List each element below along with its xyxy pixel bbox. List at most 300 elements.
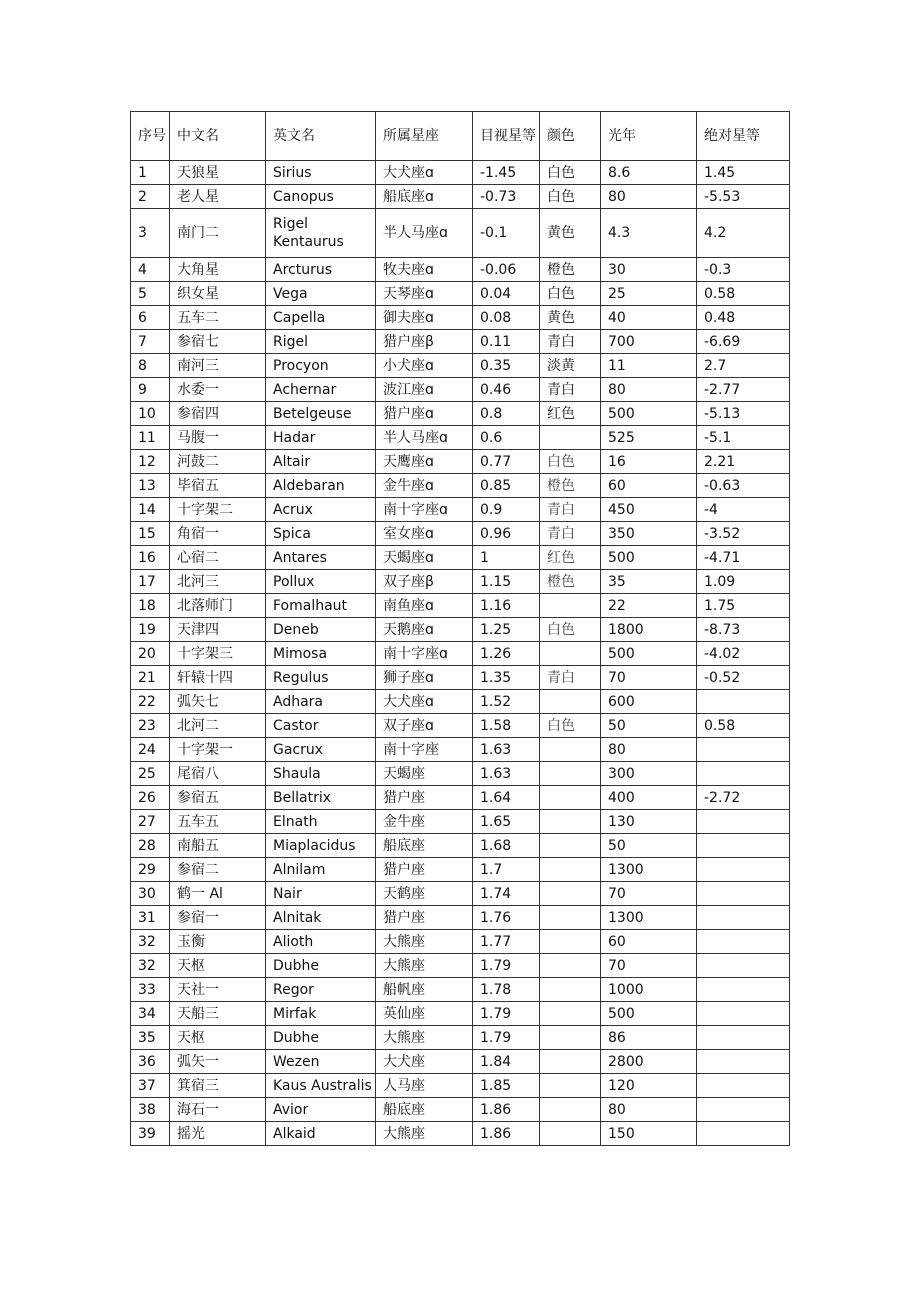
light-years-cell: 70 xyxy=(601,666,697,690)
chinese-name-cell: 鹤一 Al xyxy=(170,882,266,906)
table-row xyxy=(131,354,790,378)
english-name-cell: Hadar xyxy=(266,426,376,450)
constellation-cell: 双子座ɑ xyxy=(376,714,473,738)
light-years-cell: 1800 xyxy=(601,618,697,642)
table-row xyxy=(131,642,790,666)
color-cell: 青白 xyxy=(540,330,601,354)
apparent-magnitude-cell: 1.79 xyxy=(473,1002,540,1026)
light-years-cell: 50 xyxy=(601,834,697,858)
light-years-cell: 1300 xyxy=(601,858,697,882)
english-name-cell: Capella xyxy=(266,306,376,330)
table-row xyxy=(131,954,790,978)
index-cell: 17 xyxy=(131,570,170,594)
light-years-cell: 120 xyxy=(601,1074,697,1098)
english-name-cell: Alnilam xyxy=(266,858,376,882)
chinese-name-cell: 十字架二 xyxy=(170,498,266,522)
color-cell xyxy=(540,786,601,810)
constellation-cell: 猎户座 xyxy=(376,786,473,810)
english-name-cell: Procyon xyxy=(266,354,376,378)
english-name-cell: Sirius xyxy=(266,161,376,185)
absolute-magnitude-cell xyxy=(697,858,790,882)
absolute-magnitude-cell: -8.73 xyxy=(697,618,790,642)
absolute-magnitude-cell: -0.63 xyxy=(697,474,790,498)
table-row xyxy=(131,906,790,930)
constellation-cell: 天蝎座ɑ xyxy=(376,546,473,570)
light-years-cell: 4.3 xyxy=(601,209,697,258)
chinese-name-cell: 毕宿五 xyxy=(170,474,266,498)
english-name-cell: Rigel Kentaurus xyxy=(266,209,376,258)
table-row xyxy=(131,402,790,426)
light-years-cell: 86 xyxy=(601,1026,697,1050)
color-cell: 青白 xyxy=(540,666,601,690)
chinese-name-cell: 参宿四 xyxy=(170,402,266,426)
header-cell-absolute-magnitude: 绝对星等 xyxy=(697,112,790,161)
apparent-magnitude-cell: 0.35 xyxy=(473,354,540,378)
table-row xyxy=(131,330,790,354)
index-cell: 4 xyxy=(131,258,170,282)
color-cell: 红色 xyxy=(540,546,601,570)
apparent-magnitude-cell: 0.11 xyxy=(473,330,540,354)
constellation-cell: 大犬座ɑ xyxy=(376,161,473,185)
english-name-cell: Alioth xyxy=(266,930,376,954)
absolute-magnitude-cell: -2.72 xyxy=(697,786,790,810)
light-years-cell: 500 xyxy=(601,642,697,666)
english-name-cell: Spica xyxy=(266,522,376,546)
constellation-cell: 船帆座 xyxy=(376,978,473,1002)
english-name-cell: Aldebaran xyxy=(266,474,376,498)
chinese-name-cell: 参宿五 xyxy=(170,786,266,810)
chinese-name-cell: 南船五 xyxy=(170,834,266,858)
chinese-name-cell: 摇光 xyxy=(170,1122,266,1146)
index-cell: 27 xyxy=(131,810,170,834)
table-row xyxy=(131,570,790,594)
english-name-cell: Betelgeuse xyxy=(266,402,376,426)
absolute-magnitude-cell: 0.48 xyxy=(697,306,790,330)
table-row xyxy=(131,1002,790,1026)
color-cell xyxy=(540,858,601,882)
english-name-cell: Fomalhaut xyxy=(266,594,376,618)
light-years-cell: 8.6 xyxy=(601,161,697,185)
english-name-cell: Mimosa xyxy=(266,642,376,666)
apparent-magnitude-cell: 0.77 xyxy=(473,450,540,474)
light-years-cell: 400 xyxy=(601,786,697,810)
color-cell: 青白 xyxy=(540,378,601,402)
index-cell: 31 xyxy=(131,906,170,930)
table-row xyxy=(131,209,790,258)
apparent-magnitude-cell: 1.25 xyxy=(473,618,540,642)
table-row xyxy=(131,1074,790,1098)
english-name-cell: Castor xyxy=(266,714,376,738)
color-cell: 白色 xyxy=(540,714,601,738)
apparent-magnitude-cell: 0.96 xyxy=(473,522,540,546)
chinese-name-cell: 老人星 xyxy=(170,185,266,209)
light-years-cell: 60 xyxy=(601,930,697,954)
absolute-magnitude-cell xyxy=(697,762,790,786)
chinese-name-cell: 弧矢一 xyxy=(170,1050,266,1074)
constellation-cell: 大犬座 xyxy=(376,1050,473,1074)
color-cell: 白色 xyxy=(540,450,601,474)
color-cell: 黄色 xyxy=(540,306,601,330)
light-years-cell: 1000 xyxy=(601,978,697,1002)
apparent-magnitude-cell: 1.63 xyxy=(473,738,540,762)
apparent-magnitude-cell: 1.16 xyxy=(473,594,540,618)
color-cell xyxy=(540,1098,601,1122)
chinese-name-cell: 天津四 xyxy=(170,618,266,642)
english-name-cell: Pollux xyxy=(266,570,376,594)
table-row xyxy=(131,714,790,738)
constellation-cell: 大熊座 xyxy=(376,954,473,978)
constellation-cell: 南十字座 xyxy=(376,738,473,762)
color-cell xyxy=(540,738,601,762)
light-years-cell: 70 xyxy=(601,954,697,978)
light-years-cell: 80 xyxy=(601,1098,697,1122)
color-cell xyxy=(540,930,601,954)
english-name-cell: Altair xyxy=(266,450,376,474)
english-name-cell: Canopus xyxy=(266,185,376,209)
english-name-cell: Bellatrix xyxy=(266,786,376,810)
color-cell xyxy=(540,1026,601,1050)
chinese-name-cell: 天狼星 xyxy=(170,161,266,185)
apparent-magnitude-cell: -1.45 xyxy=(473,161,540,185)
table-row xyxy=(131,882,790,906)
index-cell: 29 xyxy=(131,858,170,882)
color-cell xyxy=(540,810,601,834)
absolute-magnitude-cell: -6.69 xyxy=(697,330,790,354)
index-cell: 9 xyxy=(131,378,170,402)
apparent-magnitude-cell: 1.76 xyxy=(473,906,540,930)
absolute-magnitude-cell: -5.1 xyxy=(697,426,790,450)
index-cell: 1 xyxy=(131,161,170,185)
color-cell xyxy=(540,1050,601,1074)
absolute-magnitude-cell xyxy=(697,690,790,714)
english-name-cell: Regulus xyxy=(266,666,376,690)
bright-stars-table xyxy=(130,111,790,1146)
table-row xyxy=(131,426,790,450)
chinese-name-cell: 大角星 xyxy=(170,258,266,282)
apparent-magnitude-cell: 1.86 xyxy=(473,1098,540,1122)
apparent-magnitude-cell: 1.79 xyxy=(473,1026,540,1050)
color-cell: 白色 xyxy=(540,161,601,185)
absolute-magnitude-cell xyxy=(697,834,790,858)
color-cell: 青白 xyxy=(540,498,601,522)
chinese-name-cell: 北河二 xyxy=(170,714,266,738)
apparent-magnitude-cell: 0.46 xyxy=(473,378,540,402)
chinese-name-cell: 织女星 xyxy=(170,282,266,306)
light-years-cell: 500 xyxy=(601,546,697,570)
apparent-magnitude-cell: 1.74 xyxy=(473,882,540,906)
light-years-cell: 80 xyxy=(601,185,697,209)
color-cell xyxy=(540,954,601,978)
constellation-cell: 猎户座 xyxy=(376,906,473,930)
constellation-cell: 天鹰座ɑ xyxy=(376,450,473,474)
index-cell: 23 xyxy=(131,714,170,738)
light-years-cell: 30 xyxy=(601,258,697,282)
color-cell xyxy=(540,594,601,618)
chinese-name-cell: 海石一 xyxy=(170,1098,266,1122)
table-row xyxy=(131,1050,790,1074)
apparent-magnitude-cell: 0.8 xyxy=(473,402,540,426)
chinese-name-cell: 十字架一 xyxy=(170,738,266,762)
constellation-cell: 牧夫座ɑ xyxy=(376,258,473,282)
apparent-magnitude-cell: 1.52 xyxy=(473,690,540,714)
absolute-magnitude-cell: 4.2 xyxy=(697,209,790,258)
english-name-cell: Mirfak xyxy=(266,1002,376,1026)
chinese-name-cell: 南门二 xyxy=(170,209,266,258)
table-row xyxy=(131,858,790,882)
english-name-cell: Deneb xyxy=(266,618,376,642)
light-years-cell: 80 xyxy=(601,738,697,762)
apparent-magnitude-cell: 1.15 xyxy=(473,570,540,594)
apparent-magnitude-cell: 1 xyxy=(473,546,540,570)
chinese-name-cell: 轩辕十四 xyxy=(170,666,266,690)
absolute-magnitude-cell xyxy=(697,1050,790,1074)
index-cell: 36 xyxy=(131,1050,170,1074)
constellation-cell: 南十字座ɑ xyxy=(376,642,473,666)
table-row xyxy=(131,594,790,618)
chinese-name-cell: 天枢 xyxy=(170,1026,266,1050)
table-row xyxy=(131,546,790,570)
english-name-cell: Nair xyxy=(266,882,376,906)
absolute-magnitude-cell xyxy=(697,930,790,954)
light-years-cell: 80 xyxy=(601,378,697,402)
index-cell: 37 xyxy=(131,1074,170,1098)
absolute-magnitude-cell: 1.45 xyxy=(697,161,790,185)
chinese-name-cell: 天枢 xyxy=(170,954,266,978)
constellation-cell: 金牛座ɑ xyxy=(376,474,473,498)
apparent-magnitude-cell: 1.58 xyxy=(473,714,540,738)
apparent-magnitude-cell: -0.1 xyxy=(473,209,540,258)
constellation-cell: 天蝎座 xyxy=(376,762,473,786)
constellation-cell: 船底座ɑ xyxy=(376,185,473,209)
color-cell xyxy=(540,882,601,906)
table-row xyxy=(131,834,790,858)
color-cell xyxy=(540,1122,601,1146)
color-cell xyxy=(540,642,601,666)
constellation-cell: 猎户座ɑ xyxy=(376,402,473,426)
constellation-cell: 英仙座 xyxy=(376,1002,473,1026)
light-years-cell: 60 xyxy=(601,474,697,498)
constellation-cell: 船底座 xyxy=(376,1098,473,1122)
constellation-cell: 半人马座ɑ xyxy=(376,426,473,450)
index-cell: 8 xyxy=(131,354,170,378)
apparent-magnitude-cell: -0.73 xyxy=(473,185,540,209)
color-cell: 黄色 xyxy=(540,209,601,258)
index-cell: 32 xyxy=(131,954,170,978)
apparent-magnitude-cell: -0.06 xyxy=(473,258,540,282)
light-years-cell: 500 xyxy=(601,402,697,426)
header-cell-light-years: 光年 xyxy=(601,112,697,161)
color-cell xyxy=(540,762,601,786)
color-cell: 橙色 xyxy=(540,258,601,282)
light-years-cell: 22 xyxy=(601,594,697,618)
index-cell: 21 xyxy=(131,666,170,690)
absolute-magnitude-cell xyxy=(697,978,790,1002)
english-name-cell: Acrux xyxy=(266,498,376,522)
chinese-name-cell: 参宿二 xyxy=(170,858,266,882)
index-cell: 26 xyxy=(131,786,170,810)
english-name-cell: Antares xyxy=(266,546,376,570)
table-row xyxy=(131,930,790,954)
color-cell: 橙色 xyxy=(540,474,601,498)
constellation-cell: 半人马座ɑ xyxy=(376,209,473,258)
absolute-magnitude-cell xyxy=(697,906,790,930)
color-cell xyxy=(540,978,601,1002)
absolute-magnitude-cell: 0.58 xyxy=(697,282,790,306)
absolute-magnitude-cell: -4.71 xyxy=(697,546,790,570)
chinese-name-cell: 北河三 xyxy=(170,570,266,594)
absolute-magnitude-cell: -0.3 xyxy=(697,258,790,282)
index-cell: 33 xyxy=(131,978,170,1002)
chinese-name-cell: 天船三 xyxy=(170,1002,266,1026)
index-cell: 14 xyxy=(131,498,170,522)
absolute-magnitude-cell: 2.21 xyxy=(697,450,790,474)
table-row xyxy=(131,161,790,185)
absolute-magnitude-cell: -2.77 xyxy=(697,378,790,402)
light-years-cell: 70 xyxy=(601,882,697,906)
chinese-name-cell: 马腹一 xyxy=(170,426,266,450)
light-years-cell: 1300 xyxy=(601,906,697,930)
light-years-cell: 700 xyxy=(601,330,697,354)
apparent-magnitude-cell: 0.85 xyxy=(473,474,540,498)
index-cell: 24 xyxy=(131,738,170,762)
absolute-magnitude-cell xyxy=(697,1026,790,1050)
index-cell: 6 xyxy=(131,306,170,330)
english-name-cell: Gacrux xyxy=(266,738,376,762)
chinese-name-cell: 十字架三 xyxy=(170,642,266,666)
constellation-cell: 金牛座 xyxy=(376,810,473,834)
light-years-cell: 16 xyxy=(601,450,697,474)
header-cell-color: 颜色 xyxy=(540,112,601,161)
light-years-cell: 25 xyxy=(601,282,697,306)
light-years-cell: 350 xyxy=(601,522,697,546)
english-name-cell: Miaplacidus xyxy=(266,834,376,858)
index-cell: 15 xyxy=(131,522,170,546)
constellation-cell: 波江座ɑ xyxy=(376,378,473,402)
light-years-cell: 2800 xyxy=(601,1050,697,1074)
absolute-magnitude-cell xyxy=(697,954,790,978)
constellation-cell: 双子座β xyxy=(376,570,473,594)
chinese-name-cell: 参宿一 xyxy=(170,906,266,930)
chinese-name-cell: 河鼓二 xyxy=(170,450,266,474)
absolute-magnitude-cell: 1.09 xyxy=(697,570,790,594)
index-cell: 25 xyxy=(131,762,170,786)
apparent-magnitude-cell: 0.6 xyxy=(473,426,540,450)
index-cell: 20 xyxy=(131,642,170,666)
english-name-cell: Elnath xyxy=(266,810,376,834)
absolute-magnitude-cell: 2.7 xyxy=(697,354,790,378)
chinese-name-cell: 心宿二 xyxy=(170,546,266,570)
table-row xyxy=(131,1122,790,1146)
table-row xyxy=(131,738,790,762)
apparent-magnitude-cell: 1.77 xyxy=(473,930,540,954)
index-cell: 12 xyxy=(131,450,170,474)
color-cell: 白色 xyxy=(540,185,601,209)
color-cell xyxy=(540,1074,601,1098)
constellation-cell: 人马座 xyxy=(376,1074,473,1098)
constellation-cell: 天琴座ɑ xyxy=(376,282,473,306)
english-name-cell: Regor xyxy=(266,978,376,1002)
table-body xyxy=(131,112,790,1146)
constellation-cell: 大熊座 xyxy=(376,1122,473,1146)
table-row xyxy=(131,762,790,786)
table-row xyxy=(131,666,790,690)
apparent-magnitude-cell: 1.64 xyxy=(473,786,540,810)
table-row xyxy=(131,185,790,209)
header-cell-chinese-name: 中文名 xyxy=(170,112,266,161)
index-cell: 18 xyxy=(131,594,170,618)
table-row xyxy=(131,258,790,282)
light-years-cell: 600 xyxy=(601,690,697,714)
apparent-magnitude-cell: 1.84 xyxy=(473,1050,540,1074)
apparent-magnitude-cell: 1.85 xyxy=(473,1074,540,1098)
color-cell xyxy=(540,906,601,930)
color-cell xyxy=(540,834,601,858)
header-cell-english-name: 英文名 xyxy=(266,112,376,161)
apparent-magnitude-cell: 0.04 xyxy=(473,282,540,306)
table-row xyxy=(131,1026,790,1050)
color-cell: 白色 xyxy=(540,282,601,306)
table-row xyxy=(131,1098,790,1122)
chinese-name-cell: 五车五 xyxy=(170,810,266,834)
apparent-magnitude-cell: 1.68 xyxy=(473,834,540,858)
apparent-magnitude-cell: 1.79 xyxy=(473,954,540,978)
apparent-magnitude-cell: 0.9 xyxy=(473,498,540,522)
table-row xyxy=(131,474,790,498)
english-name-cell: Adhara xyxy=(266,690,376,714)
chinese-name-cell: 参宿七 xyxy=(170,330,266,354)
absolute-magnitude-cell: -0.52 xyxy=(697,666,790,690)
index-cell: 32 xyxy=(131,930,170,954)
absolute-magnitude-cell: -5.13 xyxy=(697,402,790,426)
table-row xyxy=(131,978,790,1002)
light-years-cell: 300 xyxy=(601,762,697,786)
absolute-magnitude-cell xyxy=(697,882,790,906)
color-cell xyxy=(540,426,601,450)
light-years-cell: 11 xyxy=(601,354,697,378)
chinese-name-cell: 箕宿三 xyxy=(170,1074,266,1098)
english-name-cell: Shaula xyxy=(266,762,376,786)
absolute-magnitude-cell: -3.52 xyxy=(697,522,790,546)
light-years-cell: 35 xyxy=(601,570,697,594)
chinese-name-cell: 南河三 xyxy=(170,354,266,378)
absolute-magnitude-cell xyxy=(697,1122,790,1146)
header-cell-constellation: 所属星座 xyxy=(376,112,473,161)
index-cell: 2 xyxy=(131,185,170,209)
chinese-name-cell: 角宿一 xyxy=(170,522,266,546)
constellation-cell: 室女座ɑ xyxy=(376,522,473,546)
english-name-cell: Rigel xyxy=(266,330,376,354)
apparent-magnitude-cell: 1.65 xyxy=(473,810,540,834)
light-years-cell: 450 xyxy=(601,498,697,522)
constellation-cell: 天鹤座 xyxy=(376,882,473,906)
index-cell: 5 xyxy=(131,282,170,306)
apparent-magnitude-cell: 1.78 xyxy=(473,978,540,1002)
constellation-cell: 大犬座ɑ xyxy=(376,690,473,714)
index-cell: 13 xyxy=(131,474,170,498)
constellation-cell: 船底座 xyxy=(376,834,473,858)
color-cell: 红色 xyxy=(540,402,601,426)
light-years-cell: 50 xyxy=(601,714,697,738)
constellation-cell: 大熊座 xyxy=(376,1026,473,1050)
index-cell: 3 xyxy=(131,209,170,258)
light-years-cell: 130 xyxy=(601,810,697,834)
color-cell xyxy=(540,1002,601,1026)
apparent-magnitude-cell: 1.63 xyxy=(473,762,540,786)
absolute-magnitude-cell: 0.58 xyxy=(697,714,790,738)
apparent-magnitude-cell: 1.26 xyxy=(473,642,540,666)
chinese-name-cell: 弧矢七 xyxy=(170,690,266,714)
chinese-name-cell: 五车二 xyxy=(170,306,266,330)
